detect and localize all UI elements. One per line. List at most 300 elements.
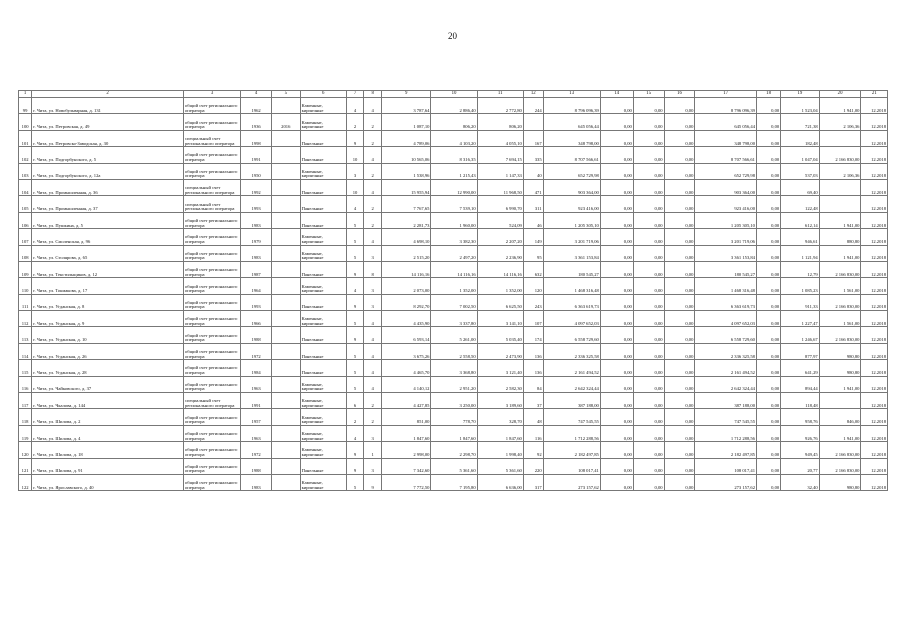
other-funds-cell: 0,00 (756, 409, 780, 425)
build-year-cell: 1983 (241, 212, 272, 228)
fund-method-cell: общий счет регионального оператора (183, 474, 240, 490)
floors-cell: 9 (346, 130, 364, 146)
municipal-funds-cell: 0,00 (664, 163, 695, 179)
unit-cost-cell: 1 085,23 (781, 278, 820, 294)
federal-funds-cell: 0,00 (600, 130, 633, 146)
total-cost-cell: 3 201 719,06 (543, 229, 600, 245)
other-funds-cell: 0,00 (756, 425, 780, 441)
max-unit-cost-cell: 1 941,00 (819, 98, 861, 114)
total-area-cell: 851,00 (381, 409, 431, 425)
residential-area-cell: 11 968,50 (477, 179, 523, 195)
fund-method-cell: специальный счет регионального оператора (183, 196, 240, 212)
table-row (19, 179, 888, 195)
residents-cell: 149 (523, 229, 543, 245)
total-area-cell: 2 281,73 (381, 212, 431, 228)
total-area-cell: 7 767,65 (381, 196, 431, 212)
row-number: 104 (19, 179, 32, 195)
federal-funds-cell: 0,00 (600, 229, 633, 245)
wall-material-cell: Каменные, кирпичные (300, 229, 346, 245)
completion-date-cell: 12.2018 (861, 474, 888, 490)
table-row (19, 393, 888, 409)
regional-funds-cell: 0,00 (633, 360, 664, 376)
table-row (19, 409, 888, 425)
residential-area-cell: 1 352,00 (477, 278, 523, 294)
completion-date-cell: 12.2018 (861, 442, 888, 458)
federal-funds-cell: 0,00 (600, 278, 633, 294)
max-unit-cost-cell: 2 166 830,00 (819, 458, 861, 474)
build-year-cell: 1950 (241, 163, 272, 179)
regional-funds-cell: 0,00 (633, 474, 664, 490)
owner-funds-cell: 1 468 316,48 (695, 278, 757, 294)
unit-cost-cell: 69,40 (781, 179, 820, 195)
regional-funds-cell: 0,00 (633, 130, 664, 146)
entrances-cell: 4 (364, 229, 382, 245)
total-cost-cell: 180 545,27 (543, 261, 600, 277)
wall-material-cell: Каменные, кирпичные (300, 376, 346, 392)
residents-cell: 107 (523, 311, 543, 327)
build-year-cell: 1962 (241, 98, 272, 114)
max-unit-cost-cell: 980,80 (819, 360, 861, 376)
total-area-cell: 2 515,20 (381, 245, 431, 261)
wall-material-cell: Каменные, кирпичные (300, 114, 346, 130)
row-number: 111 (19, 294, 32, 310)
row-number: 108 (19, 245, 32, 261)
floors-cell: 4 (346, 98, 364, 114)
municipal-funds-cell: 0,00 (664, 229, 695, 245)
federal-funds-cell: 0,00 (600, 442, 633, 458)
table-row (19, 294, 888, 310)
residential-area-cell: 806,20 (477, 114, 523, 130)
page-number: 20 (448, 31, 457, 41)
fund-method-cell: общий счет регионального оператора (183, 360, 240, 376)
municipal-funds-cell: 0,00 (664, 212, 695, 228)
total-cost-cell: 652 729,98 (543, 163, 600, 179)
completion-date-cell: 12.2018 (861, 311, 888, 327)
table-row (19, 360, 888, 376)
residents-cell: 174 (523, 327, 543, 343)
total-cost-cell: 2 161 494,52 (543, 360, 600, 376)
federal-funds-cell: 0,00 (600, 196, 633, 212)
residential-area-cell: 1 847,60 (477, 425, 523, 441)
completion-date-cell: 12.2018 (861, 130, 888, 146)
row-number: 110 (19, 278, 32, 294)
build-year-cell: 1972 (241, 442, 272, 458)
unit-cost-cell: 946,61 (781, 229, 820, 245)
regional-funds-cell: 0,00 (633, 311, 664, 327)
column-header: 12 (523, 91, 543, 98)
other-funds-cell: 0,00 (756, 98, 780, 114)
unit-cost-cell: 122,48 (781, 196, 820, 212)
total-cost-cell: 645 056,44 (543, 114, 600, 130)
entrances-cell: 8 (364, 261, 382, 277)
federal-funds-cell: 0,00 (600, 327, 633, 343)
fund-method-cell: общий счет регионального оператора (183, 458, 240, 474)
premises-area-cell: 778,70 (431, 409, 477, 425)
address-cell: г. Чита, ул. Угданская, д. 28 (32, 360, 184, 376)
address-cell: г. Чита, ул. Токмакова, д. 17 (32, 278, 184, 294)
completion-date-cell: 12.2018 (861, 179, 888, 195)
premises-area-cell: 1 960,00 (431, 212, 477, 228)
residential-area-cell: 5 035,40 (477, 327, 523, 343)
row-number: 112 (19, 311, 32, 327)
address-cell: г. Чита, ул. Шилова, д. 91 (32, 458, 184, 474)
residents-cell: 95 (523, 245, 543, 261)
wall-material-cell: Панельные (300, 360, 346, 376)
address-cell: г. Чита, ул. Чкалова, д. 144 (32, 393, 184, 409)
address-cell: г. Чита, ул. Шилова, д. 2 (32, 409, 184, 425)
residential-area-cell: 6 625,50 (477, 294, 523, 310)
build-year-cell: 1957 (241, 409, 272, 425)
address-cell: г. Чита, ул. Угданская, д. 8 (32, 294, 184, 310)
premises-area-cell: 2 298,70 (431, 442, 477, 458)
owner-funds-cell: 903 364,00 (695, 179, 757, 195)
premises-area-cell: 7 002,50 (431, 294, 477, 310)
floors-cell: 4 (346, 425, 364, 441)
unit-cost-cell: 32,40 (781, 474, 820, 490)
build-year-cell: 1963 (241, 376, 272, 392)
regional-funds-cell: 0,00 (633, 327, 664, 343)
fund-method-cell: общий счет регионального оператора (183, 229, 240, 245)
address-cell: г. Чита, ул. Шилова, д. 4 (32, 425, 184, 441)
build-year-cell: 1983 (241, 474, 272, 490)
premises-area-cell: 5 361,60 (431, 458, 477, 474)
total-cost-cell: 8 796 096,39 (543, 98, 600, 114)
residential-area-cell: 328,70 (477, 409, 523, 425)
other-funds-cell: 0,00 (756, 245, 780, 261)
total-cost-cell: 2 182 497,85 (543, 442, 600, 458)
table-row (19, 114, 888, 130)
regional-funds-cell: 0,00 (633, 458, 664, 474)
total-area-cell: 7 772,50 (381, 474, 431, 490)
repair-year-cell (271, 294, 300, 310)
unit-cost-cell: 537,03 (781, 163, 820, 179)
max-unit-cost-cell: 846,00 (819, 409, 861, 425)
residential-area-cell: 3 121,40 (477, 360, 523, 376)
residents-cell: 120 (523, 278, 543, 294)
entrances-cell: 2 (364, 409, 382, 425)
wall-material-cell: Панельные (300, 196, 346, 212)
row-number: 120 (19, 442, 32, 458)
build-year-cell: 1993 (241, 196, 272, 212)
other-funds-cell: 0,00 (756, 114, 780, 130)
residents-cell: 335 (523, 147, 543, 163)
unit-cost-cell: 1 227,47 (781, 311, 820, 327)
fund-method-cell: общий счет регионального оператора (183, 261, 240, 277)
row-number: 116 (19, 376, 32, 392)
total-area-cell: 4 140,12 (381, 376, 431, 392)
owner-funds-cell: 3 201 719,06 (695, 229, 757, 245)
premises-area-cell: 806,20 (431, 114, 477, 130)
address-cell: г. Чита, ул. Петровская, д. 49 (32, 114, 184, 130)
total-cost-cell: 3 361 153,84 (543, 245, 600, 261)
completion-date-cell: 12.2018 (861, 278, 888, 294)
fund-method-cell: специальный счет регионального оператора (183, 393, 240, 409)
completion-date-cell: 12.2018 (861, 294, 888, 310)
regional-funds-cell: 0,00 (633, 212, 664, 228)
max-unit-cost-cell: 980,80 (819, 474, 861, 490)
federal-funds-cell: 0,00 (600, 360, 633, 376)
municipal-funds-cell: 0,00 (664, 311, 695, 327)
premises-area-cell: 2 886,40 (431, 98, 477, 114)
total-area-cell: 2 073,00 (381, 278, 431, 294)
entrances-cell: 2 (364, 212, 382, 228)
build-year-cell: 1983 (241, 245, 272, 261)
other-funds-cell: 0,00 (756, 212, 780, 228)
regional-funds-cell: 0,00 (633, 294, 664, 310)
federal-funds-cell: 0,00 (600, 376, 633, 392)
residents-cell: 92 (523, 442, 543, 458)
table-row (19, 130, 888, 146)
total-area-cell: 4 789,06 (381, 130, 431, 146)
floors-cell: 5 (346, 343, 364, 359)
fund-method-cell: специальный счет регионального оператора (183, 179, 240, 195)
residential-area-cell: 524,09 (477, 212, 523, 228)
completion-date-cell: 12.2018 (861, 393, 888, 409)
floors-cell: 5 (346, 311, 364, 327)
floors-cell: 9 (346, 261, 364, 277)
build-year-cell: 1988 (241, 458, 272, 474)
row-number: 99 (19, 98, 32, 114)
address-cell: г. Чита, ул. Подгорбунского, д. 12а (32, 163, 184, 179)
repair-year-cell (271, 261, 300, 277)
residential-area-cell: 14 116,16 (477, 261, 523, 277)
premises-area-cell: 5 261,00 (431, 327, 477, 343)
municipal-funds-cell: 0,00 (664, 327, 695, 343)
federal-funds-cell: 0,00 (600, 458, 633, 474)
federal-funds-cell: 0,00 (600, 294, 633, 310)
floors-cell: 5 (346, 212, 364, 228)
column-header: 9 (381, 91, 431, 98)
premises-area-cell: 8 316,35 (431, 147, 477, 163)
owner-funds-cell: 747 545,55 (695, 409, 757, 425)
other-funds-cell: 0,00 (756, 196, 780, 212)
other-funds-cell: 0,00 (756, 163, 780, 179)
table-row (19, 376, 888, 392)
floors-cell: 9 (346, 294, 364, 310)
unit-cost-cell: 118,48 (781, 393, 820, 409)
max-unit-cost-cell: 1 941,00 (819, 425, 861, 441)
owner-funds-cell: 923 416,00 (695, 196, 757, 212)
floors-cell: 2 (346, 114, 364, 130)
total-cost-cell: 6 558 729,60 (543, 327, 600, 343)
completion-date-cell: 12.2018 (861, 212, 888, 228)
table-row (19, 278, 888, 294)
column-header: 8 (364, 91, 382, 98)
build-year-cell: 1987 (241, 261, 272, 277)
table-row (19, 327, 888, 343)
premises-area-cell: 1 847,60 (431, 425, 477, 441)
total-area-cell: 4 698,10 (381, 229, 431, 245)
entrances-cell: 4 (364, 327, 382, 343)
residential-area-cell: 4 055,10 (477, 130, 523, 146)
build-year-cell: 1966 (241, 311, 272, 327)
owner-funds-cell: 3 361 153,84 (695, 245, 757, 261)
fund-method-cell: общий счет регионального оператора (183, 114, 240, 130)
repair-program-table (18, 90, 888, 491)
row-number: 109 (19, 261, 32, 277)
other-funds-cell: 0,00 (756, 179, 780, 195)
total-cost-cell: 903 364,00 (543, 179, 600, 195)
repair-year-cell (271, 147, 300, 163)
fund-method-cell: общий счет регионального оператора (183, 343, 240, 359)
total-cost-cell: 6 363 619,73 (543, 294, 600, 310)
row-number: 100 (19, 114, 32, 130)
total-area-cell: 3 787,64 (381, 98, 431, 114)
premises-area-cell: 14 116,16 (431, 261, 477, 277)
other-funds-cell: 0,00 (756, 376, 780, 392)
repair-year-cell (271, 245, 300, 261)
repair-year-cell (271, 409, 300, 425)
table-row (19, 474, 888, 490)
fund-method-cell: общий счет регионального оператора (183, 163, 240, 179)
residents-cell: 311 (523, 196, 543, 212)
total-area-cell: 3 675,26 (381, 343, 431, 359)
residents-cell: 471 (523, 179, 543, 195)
entrances-cell: 4 (364, 311, 382, 327)
build-year-cell: 1963 (241, 425, 272, 441)
wall-material-cell: Панельные (300, 261, 346, 277)
build-year-cell: 1993 (241, 294, 272, 310)
municipal-funds-cell: 0,00 (664, 425, 695, 441)
table-row (19, 311, 888, 327)
residential-area-cell: 1 147,33 (477, 163, 523, 179)
residents-cell: 632 (523, 261, 543, 277)
residents-cell: 40 (523, 163, 543, 179)
max-unit-cost-cell: 1 941,00 (819, 376, 861, 392)
build-year-cell: 1988 (241, 327, 272, 343)
max-unit-cost-cell (819, 130, 861, 146)
floors-cell: 9 (346, 327, 364, 343)
federal-funds-cell: 0,00 (600, 343, 633, 359)
completion-date-cell: 12.2018 (861, 114, 888, 130)
completion-date-cell: 12.2018 (861, 409, 888, 425)
residential-area-cell: 6 990,70 (477, 196, 523, 212)
other-funds-cell: 0,00 (756, 343, 780, 359)
wall-material-cell: Каменные, кирпичные (300, 98, 346, 114)
total-area-cell: 14 116,16 (381, 261, 431, 277)
municipal-funds-cell: 0,00 (664, 179, 695, 195)
max-unit-cost-cell (819, 179, 861, 195)
address-cell: г. Чита, ул. Пушкина, д. 5 (32, 212, 184, 228)
max-unit-cost-cell: 2 166 830,00 (819, 147, 861, 163)
build-year-cell: 1991 (241, 147, 272, 163)
table-row (19, 261, 888, 277)
total-area-cell: 1 538,96 (381, 163, 431, 179)
owner-funds-cell: 1 712 288,56 (695, 425, 757, 441)
federal-funds-cell: 0,00 (600, 179, 633, 195)
fund-method-cell: специальный счет регионального оператора (183, 130, 240, 146)
residential-area-cell: 7 694,15 (477, 147, 523, 163)
table-row (19, 343, 888, 359)
federal-funds-cell: 0,00 (600, 212, 633, 228)
owner-funds-cell: 2 642 324,44 (695, 376, 757, 392)
fund-method-cell: общий счет регионального оператора (183, 212, 240, 228)
total-area-cell: 10 565,06 (381, 147, 431, 163)
unit-cost-cell: 182,48 (781, 130, 820, 146)
repair-year-cell: 2016 (271, 114, 300, 130)
residential-area-cell: 2 236,90 (477, 245, 523, 261)
max-unit-cost-cell: 2 166 830,00 (819, 294, 861, 310)
table-row (19, 196, 888, 212)
wall-material-cell: Панельные (300, 179, 346, 195)
residents-cell: 37 (523, 393, 543, 409)
build-year-cell: 1992 (241, 179, 272, 195)
floors-cell: 3 (346, 163, 364, 179)
floors-cell: 5 (346, 360, 364, 376)
regional-funds-cell: 0,00 (633, 163, 664, 179)
column-header: 19 (781, 91, 820, 98)
row-number: 122 (19, 474, 32, 490)
unit-cost-cell: 1 523,04 (781, 98, 820, 114)
repair-year-cell (271, 425, 300, 441)
repair-year-cell (271, 196, 300, 212)
total-cost-cell: 2 642 324,44 (543, 376, 600, 392)
federal-funds-cell: 0,00 (600, 261, 633, 277)
residents-cell: 317 (523, 474, 543, 490)
column-header: 7 (346, 91, 364, 98)
regional-funds-cell: 0,00 (633, 179, 664, 195)
owner-funds-cell: 273 157,62 (695, 474, 757, 490)
column-header: 2 (32, 91, 184, 98)
column-header: 11 (477, 91, 523, 98)
residential-area-cell: 2 582,30 (477, 376, 523, 392)
completion-date-cell: 12.2018 (861, 458, 888, 474)
federal-funds-cell: 0,00 (600, 147, 633, 163)
federal-funds-cell: 0,00 (600, 474, 633, 490)
premises-area-cell: 1 352,00 (431, 278, 477, 294)
other-funds-cell: 0,00 (756, 458, 780, 474)
residents-cell: 48 (523, 409, 543, 425)
total-area-cell: 4 435,90 (381, 311, 431, 327)
repair-year-cell (271, 442, 300, 458)
entrances-cell: 4 (364, 98, 382, 114)
federal-funds-cell: 0,00 (600, 163, 633, 179)
total-cost-cell: 1 205 305,10 (543, 212, 600, 228)
address-cell: г. Чита, ул. Чайковского, д. 37 (32, 376, 184, 392)
total-cost-cell: 348 798,00 (543, 130, 600, 146)
address-cell: г. Чита, ул. Промышленная, д. 37 (32, 196, 184, 212)
residents-cell: 243 (523, 294, 543, 310)
address-cell: г. Чита, ул. Подгорбунского, д. 5 (32, 147, 184, 163)
total-area-cell: 15 955,94 (381, 179, 431, 195)
municipal-funds-cell: 0,00 (664, 278, 695, 294)
other-funds-cell: 0,00 (756, 474, 780, 490)
fund-method-cell: общий счет регионального оператора (183, 245, 240, 261)
max-unit-cost-cell: 2 166 830,00 (819, 327, 861, 343)
table-row (19, 425, 888, 441)
row-number: 107 (19, 229, 32, 245)
municipal-funds-cell: 0,00 (664, 360, 695, 376)
repair-year-cell (271, 474, 300, 490)
municipal-funds-cell: 0,00 (664, 458, 695, 474)
completion-date-cell: 12.2018 (861, 261, 888, 277)
owner-funds-cell: 2 161 494,52 (695, 360, 757, 376)
owner-funds-cell: 652 729,98 (695, 163, 757, 179)
completion-date-cell: 12.2018 (861, 360, 888, 376)
address-cell: г. Чита, ул. Столярова, д. 65 (32, 245, 184, 261)
row-number: 115 (19, 360, 32, 376)
row-number: 103 (19, 163, 32, 179)
fund-method-cell: общий счет регионального оператора (183, 311, 240, 327)
entrances-cell: 4 (364, 343, 382, 359)
other-funds-cell: 0,00 (756, 442, 780, 458)
municipal-funds-cell: 0,00 (664, 393, 695, 409)
table-row (19, 147, 888, 163)
regional-funds-cell: 0,00 (633, 442, 664, 458)
wall-material-cell: Каменные, кирпичные (300, 474, 346, 490)
federal-funds-cell: 0,00 (600, 114, 633, 130)
unit-cost-cell: 721,38 (781, 114, 820, 130)
